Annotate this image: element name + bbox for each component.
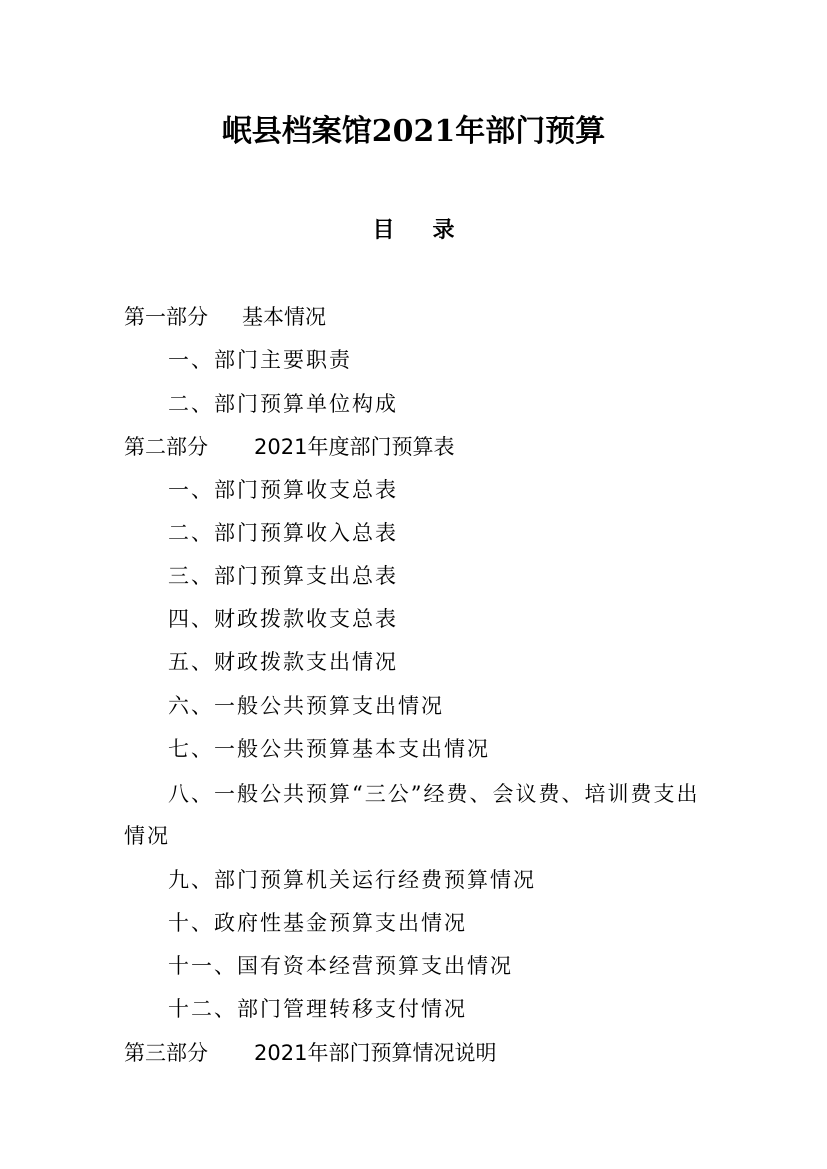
toc-item-continuation[interactable]: 情况 xyxy=(124,824,170,848)
document-title: 岷县档案馆2021年部门预算 xyxy=(221,114,606,149)
toc-item[interactable]: 八、一般公共预算“三公”经费、会议费、培训费支出 xyxy=(168,782,700,806)
toc-item[interactable]: 一、部门主要职责 xyxy=(168,348,352,372)
part-text: 2021年度部门预算表 xyxy=(254,435,455,459)
toc-item[interactable]: 二、部门预算收入总表 xyxy=(168,521,398,545)
part-label: 第一部分 xyxy=(124,305,208,329)
part-label: 第三部分 xyxy=(124,1041,208,1065)
toc-heading: 目录 xyxy=(372,218,493,243)
toc-item[interactable]: 十二、部门管理转移支付情况 xyxy=(168,997,467,1021)
toc-part-1[interactable] xyxy=(124,302,326,332)
toc-item[interactable]: 二、部门预算单位构成 xyxy=(168,392,398,416)
part-text: 基本情况 xyxy=(242,305,326,329)
toc-item[interactable]: 一、部门预算收支总表 xyxy=(168,478,398,502)
toc-part-2[interactable] xyxy=(124,432,454,462)
toc-item[interactable]: 三、部门预算支出总表 xyxy=(168,564,398,588)
part-label: 第二部分 xyxy=(124,435,208,459)
part-text: 2021年部门预算情况说明 xyxy=(254,1041,497,1065)
toc-item[interactable]: 十、政府性基金预算支出情况 xyxy=(168,911,467,935)
toc-item[interactable]: 九、部门预算机关运行经费预算情况 xyxy=(168,868,536,892)
toc-item[interactable]: 十一、国有资本经营预算支出情况 xyxy=(168,954,513,978)
toc-item[interactable]: 四、财政拨款收支总表 xyxy=(168,607,398,631)
toc-item[interactable]: 七、一般公共预算基本支出情况 xyxy=(168,737,490,761)
toc-item[interactable]: 五、财政拨款支出情况 xyxy=(168,650,398,674)
toc-item[interactable]: 六、一般公共预算支出情况 xyxy=(168,694,444,718)
toc-part-3[interactable] xyxy=(124,1038,496,1068)
